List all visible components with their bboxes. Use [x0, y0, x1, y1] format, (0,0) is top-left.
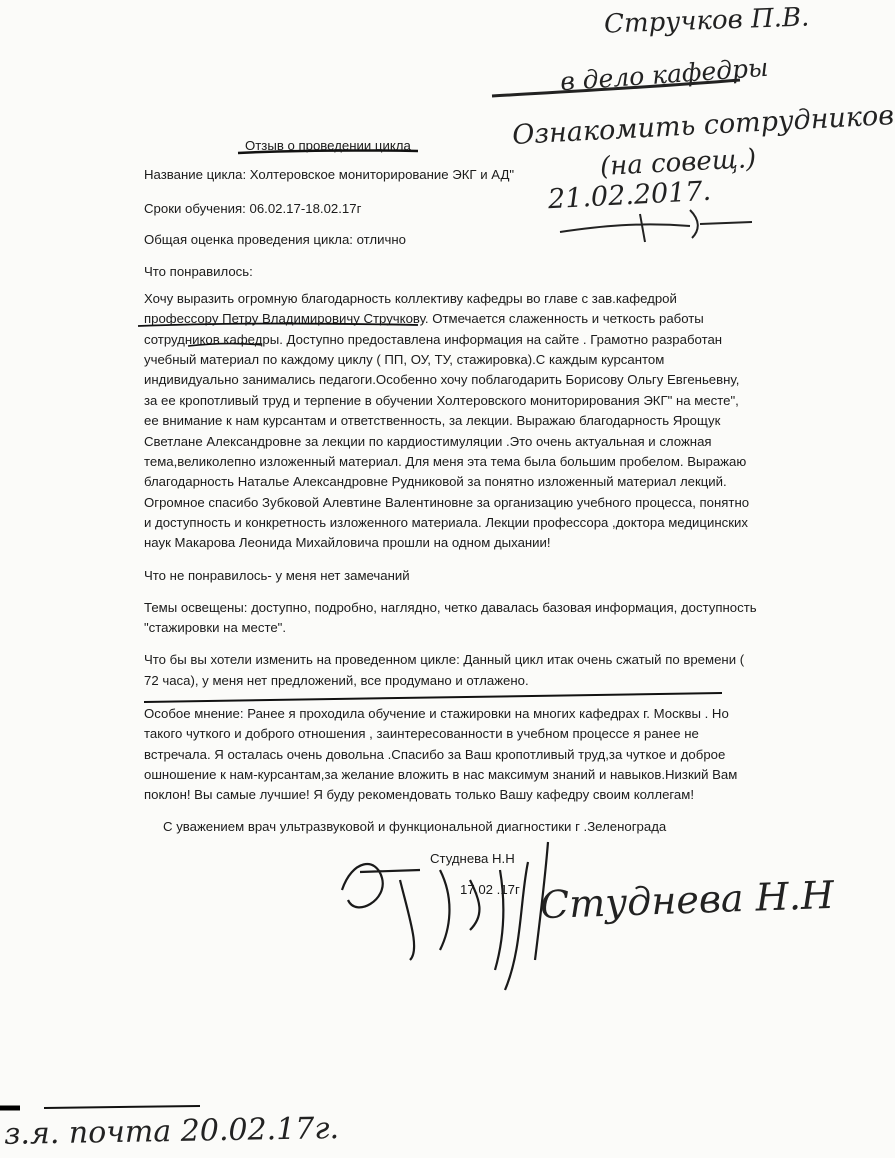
paragraph-line: "стажировки на месте".: [144, 620, 287, 635]
handwritten-top-name: Стручков П.В.: [603, 2, 810, 40]
paragraph-line: 72 часа), у меня нет предложений, все продумано и отлажено.: [144, 673, 529, 688]
sign-date: 17.02 .17г: [460, 882, 520, 897]
handwritten-resolution-line3: (на совещ.): [599, 143, 757, 183]
paragraph-line: встречала. Я осталась очень довольна .Спасибо за Ваш кропотливый труд,за чуткое и доброе: [144, 747, 726, 762]
course-name: Название цикла: Холтеровское мониторирование ЭКГ и АД": [144, 167, 515, 182]
paragraph-line: такого чуткого и доброго отношения , заинтересованности в учебном процессе я ранее не: [144, 726, 699, 741]
paragraph-line: Хочу выразить огромную благодарность коллективу кафедры во главе с зав.кафедрой: [144, 291, 677, 306]
handwritten-resolution-line2: Ознакомить сотрудников: [511, 100, 895, 151]
disliked-text: Что не понравилось- у меня нет замечаний: [144, 568, 410, 583]
document-title: Отзыв о проведении цикла: [245, 138, 411, 153]
paragraph-line: Огромное спасибо Зубковой Алевтине Валентиновне за организацию учебного процесса, понятно: [144, 495, 750, 510]
paragraph-line: тема,великолепно изложенный материал. Для меня эта тема была большим пробелом. Выражаю: [144, 454, 747, 469]
handwritten-signature-name: Студнева Н.Н: [539, 872, 835, 928]
liked-heading: Что понравилось:: [144, 264, 253, 279]
paragraph-line: Что бы вы хотели изменить на проведенном цикле: Данный цикл итак очень сжатый по времени (: [144, 652, 745, 667]
paragraph-line: Темы освещены: доступно, подробно, наглядно, четко давалась базовая информация, доступность: [144, 600, 757, 615]
course-dates: Сроки обучения: 06.02.17-18.02.17г: [144, 201, 362, 216]
paragraph-line: за ее кропотливый труд и терпение в обучении Холтеровского мониторирования ЭКГ" на месте",: [144, 393, 739, 408]
handwritten-resolution-line1: в дело кафедры: [559, 52, 770, 97]
overall-rating: Общая оценка проведения цикла: отлично: [144, 232, 406, 247]
paragraph-line: наук Макарова Леонида Михайловича прошли на одном дыхании!: [144, 535, 551, 550]
paragraph-line: ее внимание к нам курсантам и ответственность, за лекции. Выражаю благодарность Ярощук: [144, 413, 721, 428]
paragraph-line: благодарность Наталье Александровне Рудниковой за понятно изложенный материал лекций.: [144, 474, 727, 489]
paragraph-line: учебный материал по каждому циклу ( ПП, ОУ, ТУ, стажировка).С каждым курсантом: [144, 352, 665, 367]
paragraph-line: и доступность и конкретность изложенного материала. Лекции профессора ,доктора медицинских: [144, 515, 748, 530]
paragraph-line: индивидуально занимались педагоги.Особенно хочу поблагодарить Борисову Ольгу Евгеньевну,: [144, 372, 740, 387]
signer-name: Студнева Н.Н: [430, 851, 515, 866]
paragraph-line: сотрудников кафедры. Доступно предоставлена информация на сайте . Грамотно разработан: [144, 332, 723, 347]
paragraph-line: Особое мнение: Ранее я проходила обучение и стажировки на многих кафедрах г. Москвы . Но: [144, 706, 729, 721]
paragraph-line: ошношение к нам-курсантам,за желание вложить в нас максимум знаний и навыков.Низкий Вам: [144, 767, 738, 782]
handwritten-resolution-date: 21.02.2017.: [547, 175, 712, 216]
paragraph-line: профессору Петру Владимировичу Стручкову. Отмечается слаженность и четкость работы: [144, 311, 704, 326]
regards-line: С уважением врач ультразвуковой и функциональной диагностики г .Зеленограда: [163, 819, 667, 834]
paragraph-line: поклон! Вы самые лучшие! Я буду рекомендовать только Вашу кафедру своим коллегам!: [144, 787, 694, 802]
paragraph-line: Светлане Александровне за лекции по кардиостимуляции .Это очень актуальная и сложная: [144, 434, 712, 449]
handwritten-mail-note: з.я. почта 20.02.17г.: [3, 1111, 340, 1152]
